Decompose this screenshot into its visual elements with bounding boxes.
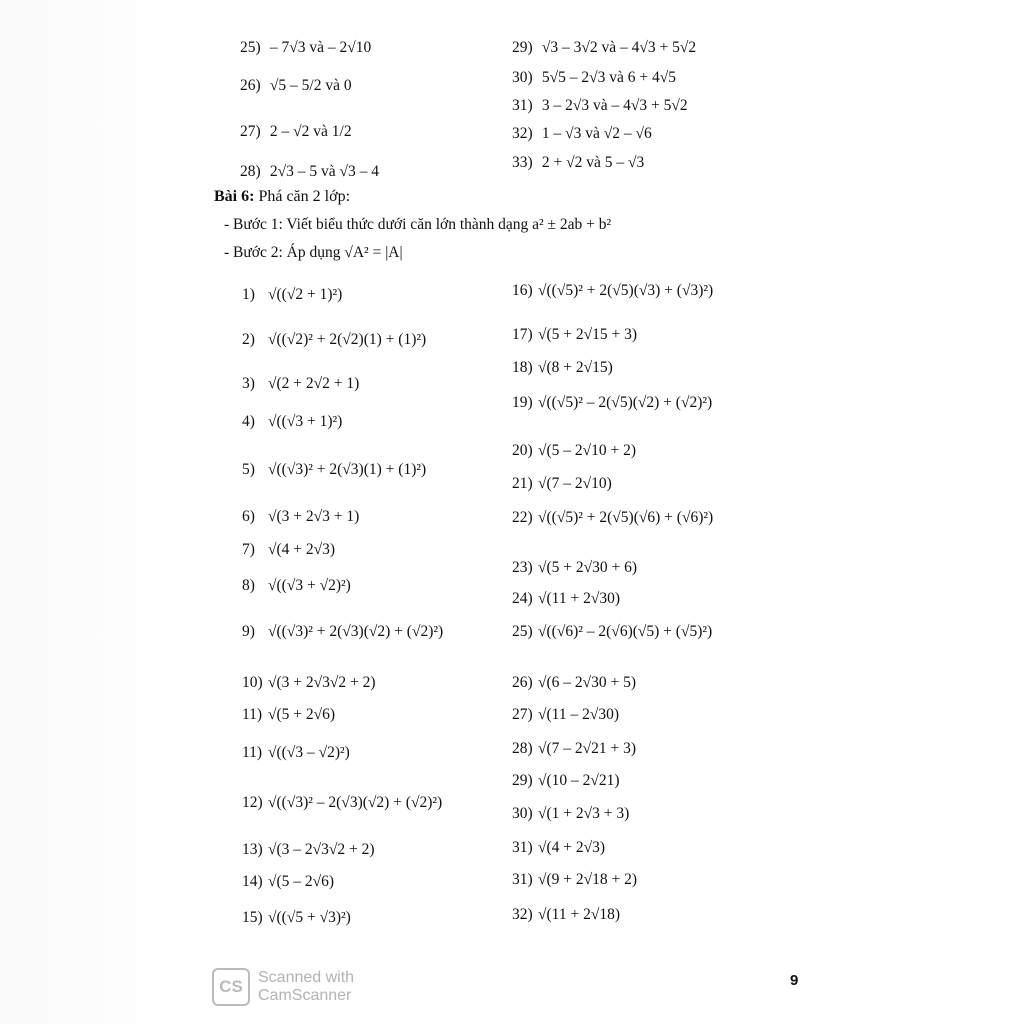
item-expression: √(10 – 2√21) bbox=[538, 772, 620, 789]
step-1: - Bước 1: Viết biểu thức dưới căn lớn thành dạng a² ± 2ab + b² bbox=[224, 216, 612, 233]
watermark-line-2: CamScanner bbox=[258, 987, 352, 1004]
item-number: 29) bbox=[512, 772, 533, 789]
exercise-item bbox=[242, 578, 351, 594]
exercise-item bbox=[512, 155, 644, 171]
item-expression: √(5 + 2√15 + 3) bbox=[538, 326, 638, 343]
item-expression: √((√3 + √2)²) bbox=[268, 577, 351, 594]
item-number: 30) bbox=[512, 69, 533, 86]
item-number: 28) bbox=[512, 740, 533, 757]
item-expression: √((√5)² + 2(√5)(√3) + (√3)²) bbox=[538, 282, 714, 299]
item-expression: – 7√3 và – 2√10 bbox=[269, 39, 372, 56]
page-number: 9 bbox=[790, 972, 799, 989]
item-expression: √(3 + 2√3√2 + 2) bbox=[268, 674, 376, 691]
watermark-line-1: Scanned with bbox=[258, 968, 355, 986]
item-expression: √((√5)² – 2(√5)(√2) + (√2)²) bbox=[538, 394, 713, 411]
item-expression: 2 – √2 và 1/2 bbox=[269, 123, 352, 140]
exercise-item bbox=[512, 70, 676, 86]
item-expression: √((√2 + 1)²) bbox=[268, 286, 343, 303]
item-number: 1) bbox=[242, 286, 255, 303]
exercise-item bbox=[512, 283, 713, 299]
item-number: 4) bbox=[242, 413, 255, 430]
item-number: 5) bbox=[242, 461, 255, 478]
item-expression: √(8 + 2√15) bbox=[538, 359, 613, 376]
exercise-item bbox=[512, 907, 620, 923]
exercise-item bbox=[512, 591, 620, 607]
item-expression: √((√6)² – 2(√6)(√5) + (√5)²) bbox=[538, 623, 713, 640]
item-expression: √(7 – 2√21 + 3) bbox=[538, 740, 637, 757]
item-expression: √(11 + 2√30) bbox=[538, 590, 621, 607]
exercise-item bbox=[242, 414, 342, 430]
item-number: 21) bbox=[512, 475, 533, 492]
exercise-item bbox=[512, 707, 619, 723]
exercise-item bbox=[242, 910, 351, 926]
item-expression: √(3 – 2√3√2 + 2) bbox=[268, 841, 375, 858]
item-expression: √(5 + 2√30 + 6) bbox=[538, 559, 638, 576]
exercise-item bbox=[512, 741, 636, 757]
exercise-item bbox=[512, 840, 605, 856]
item-number: 31) bbox=[512, 97, 533, 114]
item-number: 7) bbox=[242, 541, 255, 558]
exercise-item bbox=[240, 164, 379, 180]
item-number: 26) bbox=[240, 77, 261, 94]
item-number: 13) bbox=[242, 841, 263, 858]
item-expression: 1 – √3 và √2 – √6 bbox=[541, 125, 652, 142]
exercise-item bbox=[242, 376, 359, 392]
item-number: 14) bbox=[242, 873, 263, 890]
exercise-item bbox=[512, 560, 637, 576]
item-expression: √(4 + 2√3) bbox=[268, 541, 336, 558]
item-expression: √((√5 + √3)²) bbox=[268, 909, 351, 926]
item-expression: √(3 + 2√3 + 1) bbox=[268, 508, 360, 525]
item-expression: √(11 – 2√30) bbox=[538, 706, 620, 723]
item-number: 26) bbox=[512, 674, 533, 691]
exercise-item bbox=[240, 78, 352, 94]
exercise-item bbox=[240, 40, 371, 56]
item-number: 22) bbox=[512, 509, 533, 526]
exercise-item bbox=[242, 624, 443, 640]
item-number: 29) bbox=[512, 39, 533, 56]
exercise-item bbox=[242, 332, 426, 348]
item-expression: √(4 + 2√3) bbox=[538, 839, 606, 856]
item-number: 23) bbox=[512, 559, 533, 576]
item-expression: 3 – 2√3 và – 4√3 + 5√2 bbox=[541, 97, 688, 114]
exercise-item bbox=[512, 443, 636, 459]
item-expression: √((√3)² – 2(√3)(√2) + (√2)²) bbox=[268, 794, 443, 811]
item-number: 31) bbox=[512, 839, 533, 856]
camscanner-logo-icon: CS bbox=[212, 968, 250, 1006]
step-2: - Bước 2: Áp dụng √A² = |A| bbox=[224, 244, 403, 261]
item-number: 9) bbox=[242, 623, 255, 640]
item-number: 32) bbox=[512, 906, 533, 923]
item-number: 31) bbox=[512, 871, 533, 888]
exercise-item bbox=[242, 462, 426, 478]
item-number: 12) bbox=[242, 794, 263, 811]
item-expression: √((√3)² + 2(√3)(√2) + (√2)²) bbox=[268, 623, 444, 640]
exercise-item bbox=[512, 806, 629, 822]
heading-title: Bài 6: bbox=[214, 188, 255, 205]
exercise-item bbox=[512, 872, 637, 888]
exercise-item bbox=[240, 124, 352, 140]
item-expression: √(9 + 2√18 + 2) bbox=[538, 871, 638, 888]
item-expression: √3 – 3√2 và – 4√3 + 5√2 bbox=[541, 39, 697, 56]
exercise-item bbox=[242, 675, 376, 691]
item-number: 33) bbox=[512, 154, 533, 171]
item-number: 11) bbox=[242, 744, 263, 761]
item-number: 27) bbox=[240, 123, 261, 140]
item-expression: 2√3 – 5 và √3 – 4 bbox=[269, 163, 380, 180]
item-expression: √(11 + 2√18) bbox=[538, 906, 621, 923]
exercise-item bbox=[512, 773, 620, 789]
item-expression: √((√3)² + 2(√3)(1) + (1)²) bbox=[268, 461, 427, 478]
exercise-heading bbox=[214, 188, 350, 206]
item-number: 3) bbox=[242, 375, 255, 392]
item-number: 30) bbox=[512, 805, 533, 822]
item-expression: √((√2)² + 2(√2)(1) + (1)²) bbox=[268, 331, 427, 348]
exercise-item bbox=[512, 476, 612, 492]
heading-text: Phá căn 2 lớp: bbox=[258, 188, 351, 205]
exercise-item bbox=[242, 707, 335, 723]
exercise-item bbox=[512, 126, 652, 142]
exercise-item bbox=[242, 745, 350, 761]
item-number: 17) bbox=[512, 326, 533, 343]
item-number: 27) bbox=[512, 706, 533, 723]
item-expression: √(1 + 2√3 + 3) bbox=[538, 805, 630, 822]
camscanner-watermark bbox=[212, 968, 354, 1006]
document-page bbox=[192, 0, 1024, 1024]
item-number: 24) bbox=[512, 590, 533, 607]
item-expression: √((√3 – √2)²) bbox=[268, 744, 350, 761]
exercise-item bbox=[242, 795, 442, 811]
item-expression: √(5 – 2√6) bbox=[268, 873, 335, 890]
watermark-text bbox=[258, 969, 354, 1006]
item-number: 25) bbox=[240, 39, 261, 56]
exercise-item bbox=[242, 842, 375, 858]
exercise-item bbox=[512, 40, 696, 56]
item-number: 25) bbox=[512, 623, 533, 640]
exercise-item bbox=[512, 98, 688, 114]
exercise-item bbox=[512, 360, 613, 376]
item-number: 32) bbox=[512, 125, 533, 142]
exercise-item bbox=[242, 509, 359, 525]
item-expression: √(5 + 2√6) bbox=[268, 706, 336, 723]
item-expression: 5√5 – 2√3 và 6 + 4√5 bbox=[541, 69, 677, 86]
exercise-item bbox=[512, 675, 636, 691]
item-number: 19) bbox=[512, 394, 533, 411]
page-left-margin bbox=[0, 0, 190, 1024]
item-expression: √((√5)² + 2(√5)(√6) + (√6)²) bbox=[538, 509, 714, 526]
item-expression: √(5 – 2√10 + 2) bbox=[538, 442, 637, 459]
item-number: 16) bbox=[512, 282, 533, 299]
item-number: 28) bbox=[240, 163, 261, 180]
exercise-item bbox=[242, 287, 342, 303]
item-number: 20) bbox=[512, 442, 533, 459]
item-number: 18) bbox=[512, 359, 533, 376]
item-expression: √((√3 + 1)²) bbox=[268, 413, 343, 430]
exercise-item bbox=[512, 624, 712, 640]
item-expression: √(7 – 2√10) bbox=[538, 475, 612, 492]
item-expression: 2 + √2 và 5 – √3 bbox=[541, 154, 645, 171]
item-number: 2) bbox=[242, 331, 255, 348]
exercise-item bbox=[242, 874, 334, 890]
item-number: 15) bbox=[242, 909, 263, 926]
exercise-item bbox=[242, 542, 335, 558]
item-expression: √(6 – 2√30 + 5) bbox=[538, 674, 637, 691]
item-expression: √(2 + 2√2 + 1) bbox=[268, 375, 360, 392]
exercise-item bbox=[512, 510, 713, 526]
item-number: 10) bbox=[242, 674, 263, 691]
exercise-item bbox=[512, 327, 637, 343]
item-expression: √5 – 5/2 và 0 bbox=[269, 77, 352, 94]
exercise-item bbox=[512, 395, 712, 411]
item-number: 8) bbox=[242, 577, 255, 594]
item-number: 11) bbox=[242, 706, 263, 723]
item-number: 6) bbox=[242, 508, 255, 525]
